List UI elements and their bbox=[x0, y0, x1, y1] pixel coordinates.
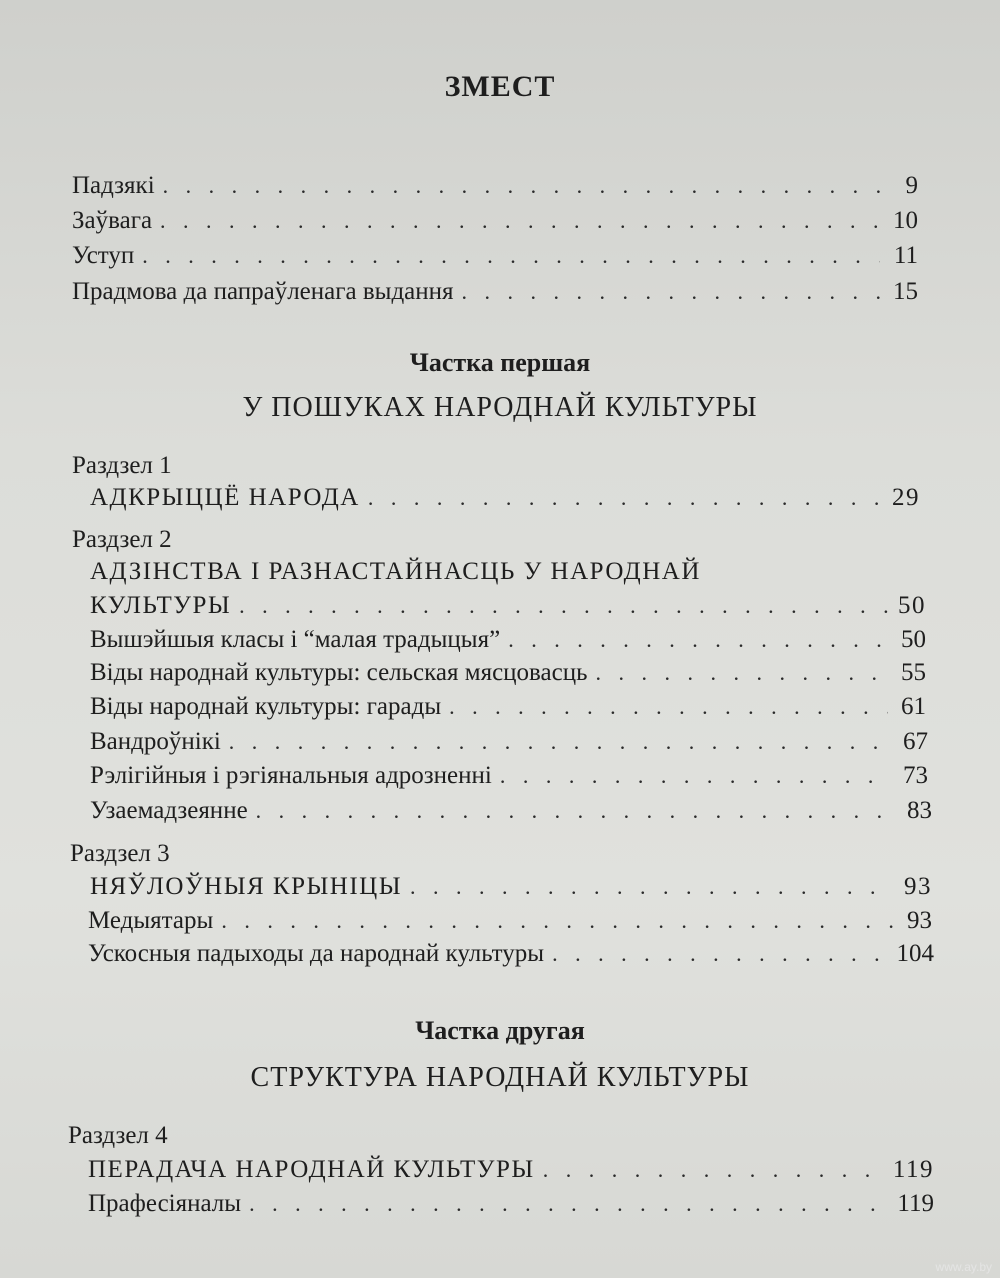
toc-entry-note bbox=[72, 207, 918, 235]
section-heading: КУЛЬТУРЫ bbox=[90, 592, 232, 619]
dot-leader bbox=[142, 243, 880, 269]
section-4-heading-row bbox=[88, 1156, 934, 1184]
dot-leader bbox=[596, 660, 889, 686]
toc-subentry bbox=[90, 728, 928, 756]
toc-entry-acknowledgements bbox=[72, 172, 918, 200]
toc-page-number: 29 bbox=[892, 484, 920, 511]
section-3-heading-row bbox=[90, 873, 932, 901]
dot-leader bbox=[410, 874, 894, 900]
toc-page-number: 55 bbox=[901, 659, 926, 686]
toc-subentry bbox=[88, 940, 934, 968]
toc-entry-preface bbox=[72, 278, 918, 306]
toc-page-number: 10 bbox=[893, 207, 918, 234]
part-two-title: Частка другая bbox=[415, 1016, 585, 1045]
toc-page-number: 104 bbox=[896, 940, 934, 967]
part-two-subtitle: СТРУКТУРА НАРОДНАЙ КУЛЬТУРЫ bbox=[250, 1062, 750, 1093]
toc-subentry bbox=[88, 1190, 934, 1218]
section-3-label: Раздзел 3 bbox=[70, 840, 170, 867]
section-heading: АДКРЫЦЦЁ НАРОДА bbox=[90, 484, 360, 511]
toc-subentry bbox=[88, 907, 932, 935]
toc-entry-label: Заўвага bbox=[72, 207, 153, 234]
toc-page-number: 119 bbox=[897, 1190, 934, 1217]
section-2-label: Раздзел 2 bbox=[72, 526, 172, 553]
toc-page-number: 119 bbox=[892, 1156, 934, 1183]
toc-page-number: 50 bbox=[898, 592, 926, 619]
dot-leader bbox=[500, 763, 890, 789]
toc-entry-label: Узаемадзеянне bbox=[90, 797, 248, 824]
dot-leader bbox=[368, 485, 882, 511]
section-4-label: Раздзел 4 bbox=[68, 1122, 168, 1149]
part-one-subtitle: У ПОШУКАХ НАРОДНАЙ КУЛЬТУРЫ bbox=[242, 392, 758, 423]
dot-leader bbox=[249, 1191, 889, 1217]
dot-leader bbox=[256, 798, 894, 824]
toc-page-number: 9 bbox=[905, 172, 918, 199]
toc-entry-label: Вышэйшыя класы і “малая традыцыя” bbox=[90, 626, 501, 653]
toc-page-number: 93 bbox=[904, 873, 932, 900]
dot-leader bbox=[229, 729, 890, 755]
toc-subentry bbox=[90, 762, 928, 790]
toc-page-number: 61 bbox=[901, 693, 926, 720]
toc-entry-label: Прафесіяналы bbox=[88, 1190, 242, 1217]
dot-leader bbox=[160, 208, 880, 234]
dot-leader bbox=[163, 173, 880, 199]
toc-subentry bbox=[90, 659, 926, 687]
toc-entry-label: Прадмова да папраўленага выдання bbox=[72, 278, 454, 305]
section-heading: ПЕРАДАЧА НАРОДНАЙ КУЛЬТУРЫ bbox=[88, 1156, 535, 1183]
toc-page-number: 50 bbox=[901, 626, 926, 653]
part-one-title: Частка першая bbox=[409, 348, 591, 377]
toc-entry-label: Вандроўнікі bbox=[90, 728, 221, 755]
dot-leader bbox=[552, 941, 888, 967]
toc-subentry bbox=[90, 693, 926, 721]
section-heading: НЯЎЛОЎНЫЯ КРЫНІЦЫ bbox=[90, 873, 403, 900]
dot-leader bbox=[543, 1157, 885, 1183]
toc-page-number: 11 bbox=[893, 242, 918, 269]
toc-entry-introduction bbox=[72, 242, 918, 270]
toc-entry-label: Віды народнай культуры: гарады bbox=[90, 693, 442, 720]
toc-page-number: 83 bbox=[907, 797, 932, 824]
dot-leader bbox=[508, 627, 888, 653]
toc-entry-label: Віды народнай культуры: сельская мясцовасць bbox=[90, 659, 588, 686]
section-1-heading-row bbox=[90, 484, 920, 512]
dot-leader bbox=[221, 908, 894, 934]
toc-subentry bbox=[90, 797, 932, 825]
toc-entry-label: Медыятары bbox=[88, 907, 214, 934]
toc-page-number: 73 bbox=[903, 762, 928, 789]
toc-subentry bbox=[90, 626, 926, 654]
toc-entry-label: Уступ bbox=[72, 242, 135, 269]
dot-leader bbox=[462, 279, 880, 305]
contents-title: ЗМЕСТ bbox=[444, 70, 556, 103]
toc-page-number: 67 bbox=[903, 728, 928, 755]
section-2-heading-line1: АДЗІНСТВА І РАЗНАСТАЙНАСЦЬ У НАРОДНАЙ bbox=[90, 558, 701, 585]
toc-entry-label: Ускосныя падыходы да народнай культуры bbox=[88, 940, 545, 967]
section-2-heading-row bbox=[90, 592, 926, 620]
toc-page-number: 93 bbox=[907, 907, 932, 934]
toc-page-number: 15 bbox=[893, 278, 918, 305]
toc-entry-label: Падзякі bbox=[72, 172, 155, 199]
dot-leader bbox=[449, 694, 888, 720]
watermark: www.ay.by bbox=[935, 1260, 992, 1274]
toc-entry-label: Рэлігійныя і рэгіянальныя адрозненні bbox=[90, 762, 492, 789]
section-1-label: Раздзел 1 bbox=[72, 452, 172, 479]
dot-leader bbox=[239, 593, 888, 619]
